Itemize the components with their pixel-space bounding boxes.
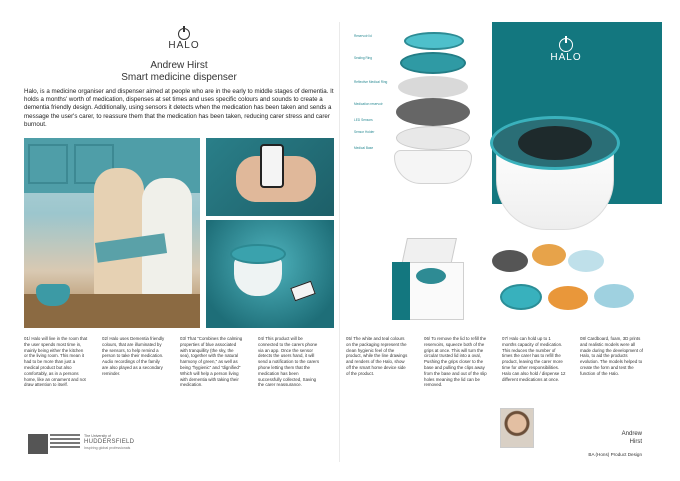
designer-first-name: Andrew [621, 431, 642, 437]
caption-08: 08/ Cardboard, foam, 3D prints and realistic models were all made during the development of Halo, to aid the products evolution. The models helped to create the form and test the function of the Halo. [580, 336, 643, 376]
halo-logo-icon [559, 38, 573, 52]
author-name: Andrew Hirst [150, 60, 208, 71]
logo-text: HALO [168, 40, 200, 51]
caption-07: 07/ Halo can hold up to 1 months capacity of medication. This reduces the number of times the carer has to refill the product, leaving the carer more time for other responsibilities. Halo can also hold / dispense 12 different medications at once. [502, 336, 566, 382]
prototype-model [548, 286, 588, 310]
exploded-label: Medical Base [354, 146, 374, 150]
university-tagline: Inspiring global professionals [84, 446, 131, 450]
exploded-label: Reservoir lid [354, 34, 372, 38]
kitchen-photo [24, 138, 200, 328]
captions-left [24, 336, 336, 436]
exploded-view [354, 26, 474, 202]
prototype-model [500, 284, 542, 310]
box-teal-side [392, 262, 410, 320]
cabinet-door [28, 144, 68, 184]
exploded-label: LED Sensors [354, 118, 373, 122]
phone-icon [260, 144, 284, 188]
designer-course: BA (Hons) Product Design [588, 452, 642, 457]
phone-app-photo [206, 138, 334, 216]
designer-last-name: Hirst [629, 439, 642, 445]
designer-portrait [500, 408, 534, 448]
university-prefix: The University of [84, 434, 111, 438]
left-page [18, 22, 340, 462]
designer-name [622, 430, 642, 446]
device-reservoir [518, 126, 592, 160]
prototype-model [568, 250, 604, 272]
halo-logo-white [546, 38, 586, 63]
phone-icon [290, 281, 315, 302]
caption-03: 03/ That "Combines the calming properties of blue associated with tranquillity (the sky, the sea), together with the natural harmony of green," as well as being "hygienic" and "dignified" Which will help a person living with dementia with taking their medication. [180, 336, 243, 388]
packaging-render [386, 238, 468, 324]
prototype-models [490, 240, 658, 326]
prototype-model [532, 244, 566, 266]
exploded-label: Medication reservoir [354, 102, 383, 106]
device-render [206, 220, 334, 328]
project-title: Smart medicine dispenser [121, 72, 237, 83]
exploded-label: Reflective Medical Ring [354, 80, 388, 84]
exploded-label: Sealing Ring [354, 56, 373, 60]
halo-device [36, 284, 70, 306]
medical-base [394, 150, 472, 184]
caption-04: 04/ This product will be connected to the carers phone via an app. Once the sensor detects the users hand, it will send a notification to the carers phone letting them that the medication has been successfully collected, Saving the carer reassurance. [258, 336, 320, 388]
sensor-ring [396, 126, 470, 150]
medication-reservoir [396, 98, 470, 126]
sealing-ring [400, 52, 466, 74]
reservoir-lid [404, 32, 464, 50]
caption-05: 05/ The white and teal colours on the packaging represent the clean hygienic feel of the product, while the line drawings and renders of the Halo, show off the smart home device side of the product. [346, 336, 408, 376]
halo-logo [164, 28, 204, 58]
right-page [340, 22, 662, 462]
university-crest-lines [50, 434, 80, 454]
university-crest-icon [28, 434, 48, 454]
caption-02: 02/ Halo uses Dementia friendly colours, that are illuminated by the sensors, to help remind a person to take their medication. Audio recordings of the family are also played as a secondary reminder. [102, 336, 165, 376]
reflective-ring [398, 76, 468, 98]
caption-06: 06/ To remove the lid to refill the reservoirs, squeeze both of the grips at once. This will turn the circular trusted lid into a oval, Pushing the grips closer to the base and pulling the clips away from the base and out of the slip holes meaning the lid can be removed. [424, 336, 487, 388]
device-hero-render [490, 100, 620, 240]
exploded-label: Sensor Holder [354, 130, 375, 134]
device-in-box [416, 268, 446, 284]
university-name: HUDDERSFIELD [84, 439, 135, 445]
caption-01: 01/ Halo will live in the room that the user spends most time in, mainly being either the kitchen or the living room. This mean it had to be more than just a medical product but also comfortably, as in a persons home, like an ornament and not draw attention to itself. [24, 336, 88, 388]
halo-logo-icon [178, 28, 190, 40]
logo-text: HALO [550, 52, 582, 63]
prototype-model [594, 284, 634, 308]
person-man [94, 168, 144, 298]
prototype-model [492, 250, 528, 272]
intro-paragraph: Halo, is a medicine organiser and dispenser aimed at people who are in the early to middle stages of dementia. It holds a months' worth of medication, dispenses at set times and uses specific colours and sounds to create a dementia friendly design. Additionally, using sensors it detects when the medication has been taken and sends a message the user's carer, to reassure them that the medication has been taken, reducing carer stress and carer burnout. [24, 88, 334, 128]
device-lid [230, 244, 286, 264]
